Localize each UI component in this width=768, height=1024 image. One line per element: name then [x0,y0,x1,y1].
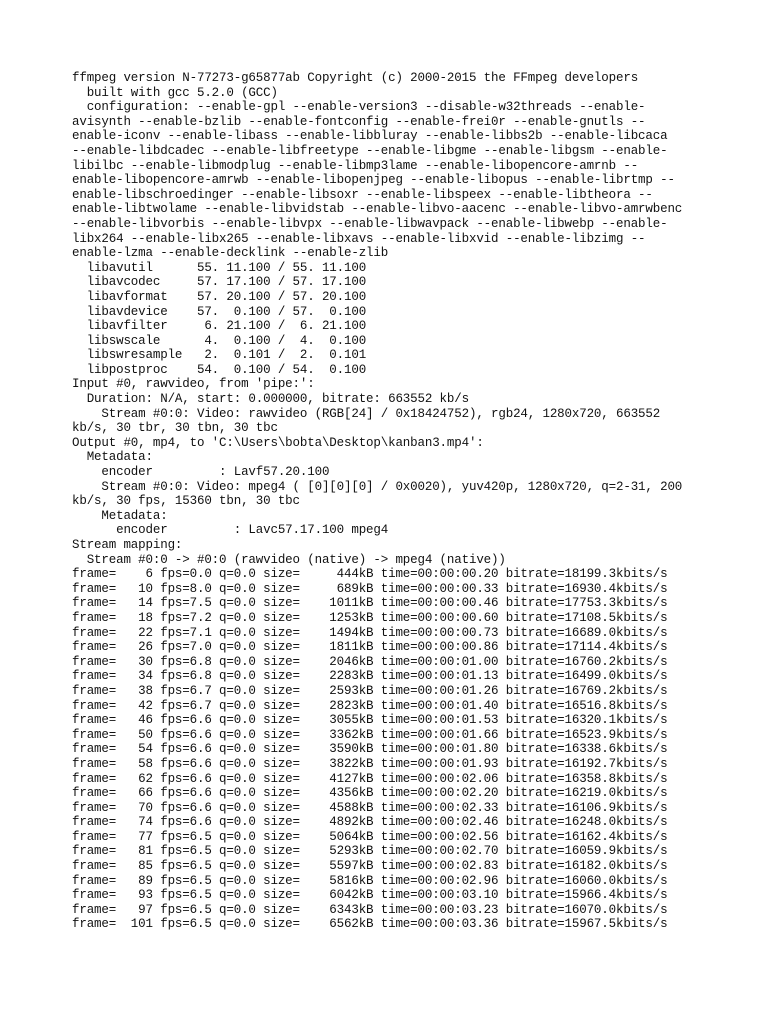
log-line: frame= 74 fps=6.6 q=0.0 size= 4892kB time=00:00:02.46 bitrate=16248.0kbits/s [72,815,668,830]
log-line: Output #0, mp4, to 'C:\Users\bobta\Desktop\kanban3.mp4': [72,435,484,450]
log-line: --enable-libvorbis --enable-libvpx --enable-libwavpack --enable-libwebp --enable- [72,216,668,231]
log-line: frame= 38 fps=6.7 q=0.0 size= 2593kB time=00:00:01.26 bitrate=16769.2kbits/s [72,683,668,698]
log-line: frame= 42 fps=6.7 q=0.0 size= 2823kB time=00:00:01.40 bitrate=16516.8kbits/s [72,698,668,713]
log-line: libavfilter 6. 21.100 / 6. 21.100 [72,319,367,334]
log-line: Stream mapping: [72,538,183,552]
log-line: built with gcc 5.2.0 (GCC) [72,85,278,100]
log-line: enable-libtwolame --enable-libvidstab --enable-libvo-aacenc --enable-libvo-amrwbenc [72,202,683,217]
log-line: libavdevice 57. 0.100 / 57. 0.100 [72,304,367,319]
log-line: kb/s, 30 fps, 15360 tbn, 30 tbc [72,494,300,509]
log-line: avisynth --enable-bzlib --enable-fontconfig --enable-frei0r --enable-gnutls -- [72,114,646,129]
log-line: libswscale 4. 0.100 / 4. 0.100 [72,333,367,348]
log-line: Stream #0:0 -> #0:0 (rawvideo (native) -> mpeg4 (native)) [72,552,506,567]
log-line: Stream #0:0: Video: rawvideo (RGB[24] / 0x18424752), rgb24, 1280x720, 663552 [72,406,661,421]
log-line: frame= 46 fps=6.6 q=0.0 size= 3055kB time=00:00:01.53 bitrate=16320.1kbits/s [72,713,668,728]
log-line: frame= 34 fps=6.8 q=0.0 size= 2283kB time=00:00:01.13 bitrate=16499.0kbits/s [72,669,668,684]
log-line: frame= 89 fps=6.5 q=0.0 size= 5816kB time=00:00:02.96 bitrate=16060.0kbits/s [72,873,668,888]
log-line: enable-libopencore-amrwb --enable-libopenjpeg --enable-libopus --enable-librtmp -- [72,173,675,188]
log-line: enable-libschroedinger --enable-libsoxr --enable-libspeex --enable-libtheora -- [72,187,653,202]
log-line: frame= 66 fps=6.6 q=0.0 size= 4356kB time=00:00:02.20 bitrate=16219.0kbits/s [72,786,668,801]
log-line: configuration: --enable-gpl --enable-version3 --disable-w32threads --enable- [72,100,646,115]
log-line: Input #0, rawvideo, from 'pipe:': [72,377,315,392]
log-line: encoder : Lavc57.17.100 mpeg4 [72,523,389,538]
log-line: frame= 54 fps=6.6 q=0.0 size= 3590kB time=00:00:01.80 bitrate=16338.6kbits/s [72,742,668,757]
log-line: libpostproc 54. 0.100 / 54. 0.100 [72,362,367,377]
log-line: frame= 30 fps=6.8 q=0.0 size= 2046kB time=00:00:01.00 bitrate=16760.2kbits/s [72,654,668,669]
log-line: frame= 93 fps=6.5 q=0.0 size= 6042kB time=00:00:03.10 bitrate=15966.4kbits/s [72,888,668,903]
log-line: frame= 62 fps=6.6 q=0.0 size= 4127kB time=00:00:02.06 bitrate=16358.8kbits/s [72,771,668,786]
log-line: frame= 70 fps=6.6 q=0.0 size= 4588kB time=00:00:02.33 bitrate=16106.9kbits/s [72,800,668,815]
log-line: frame= 101 fps=6.5 q=0.0 size= 6562kB time=00:00:03.36 bitrate=15967.5kbits/s [72,917,668,932]
log-line: frame= 50 fps=6.6 q=0.0 size= 3362kB time=00:00:01.66 bitrate=16523.9kbits/s [72,727,668,742]
log-line: frame= 10 fps=8.0 q=0.0 size= 689kB time=00:00:00.33 bitrate=16930.4kbits/s [72,581,668,596]
log-line: enable-lzma --enable-decklink --enable-zlib [72,246,389,261]
log-line: frame= 81 fps=6.5 q=0.0 size= 5293kB time=00:00:02.70 bitrate=16059.9kbits/s [72,844,668,859]
log-line: frame= 26 fps=7.0 q=0.0 size= 1811kB time=00:00:00.86 bitrate=17114.4kbits/s [72,640,668,655]
log-line: kb/s, 30 tbr, 30 tbn, 30 tbc [72,421,278,436]
log-line: frame= 97 fps=6.5 q=0.0 size= 6343kB time=00:00:03.23 bitrate=16070.0kbits/s [72,902,668,917]
log-line: Metadata: [72,450,153,465]
log-line: Metadata: [72,508,168,523]
log-line: libx264 --enable-libx265 --enable-libxavs --enable-libxvid --enable-libzimg -- [72,231,646,246]
log-line: libilbc --enable-libmodplug --enable-libmp3lame --enable-libopencore-amrnb -- [72,158,639,173]
log-line: libswresample 2. 0.101 / 2. 0.101 [72,348,367,363]
log-line: Duration: N/A, start: 0.000000, bitrate: 663552 kb/s [72,392,469,407]
log-line: frame= 85 fps=6.5 q=0.0 size= 5597kB time=00:00:02.83 bitrate=16182.0kbits/s [72,859,668,874]
log-line: enable-iconv --enable-libass --enable-libbluray --enable-libbs2b --enable-libcaca [72,129,668,144]
log-line: ffmpeg version N-77273-g65877ab Copyright (c) 2000-2015 the FFmpeg developers [72,71,639,85]
log-line: frame= 77 fps=6.5 q=0.0 size= 5064kB time=00:00:02.56 bitrate=16162.4kbits/s [72,829,668,844]
log-line: Stream #0:0: Video: mpeg4 ( [0][0][0] / 0x0020), yuv420p, 1280x720, q=2-31, 200 [72,479,683,494]
log-line: frame= 58 fps=6.6 q=0.0 size= 3822kB time=00:00:01.93 bitrate=16192.7kbits/s [72,756,668,771]
log-line: frame= 22 fps=7.1 q=0.0 size= 1494kB time=00:00:00.73 bitrate=16689.0kbits/s [72,625,668,640]
console-log-page [72,71,762,932]
log-line: libavcodec 57. 17.100 / 57. 17.100 [72,275,367,290]
log-line: libavformat 57. 20.100 / 57. 20.100 [72,289,367,304]
log-line: encoder : Lavf57.20.100 [72,465,330,480]
log-line: frame= 6 fps=0.0 q=0.0 size= 444kB time=00:00:00.20 bitrate=18199.3kbits/s [72,567,668,582]
log-line: frame= 14 fps=7.5 q=0.0 size= 1011kB time=00:00:00.46 bitrate=17753.3kbits/s [72,596,668,611]
log-line: --enable-libdcadec --enable-libfreetype --enable-libgme --enable-libgsm --enable- [72,143,668,158]
log-line: frame= 18 fps=7.2 q=0.0 size= 1253kB time=00:00:00.60 bitrate=17108.5kbits/s [72,610,668,625]
log-line: libavutil 55. 11.100 / 55. 11.100 [72,260,367,275]
